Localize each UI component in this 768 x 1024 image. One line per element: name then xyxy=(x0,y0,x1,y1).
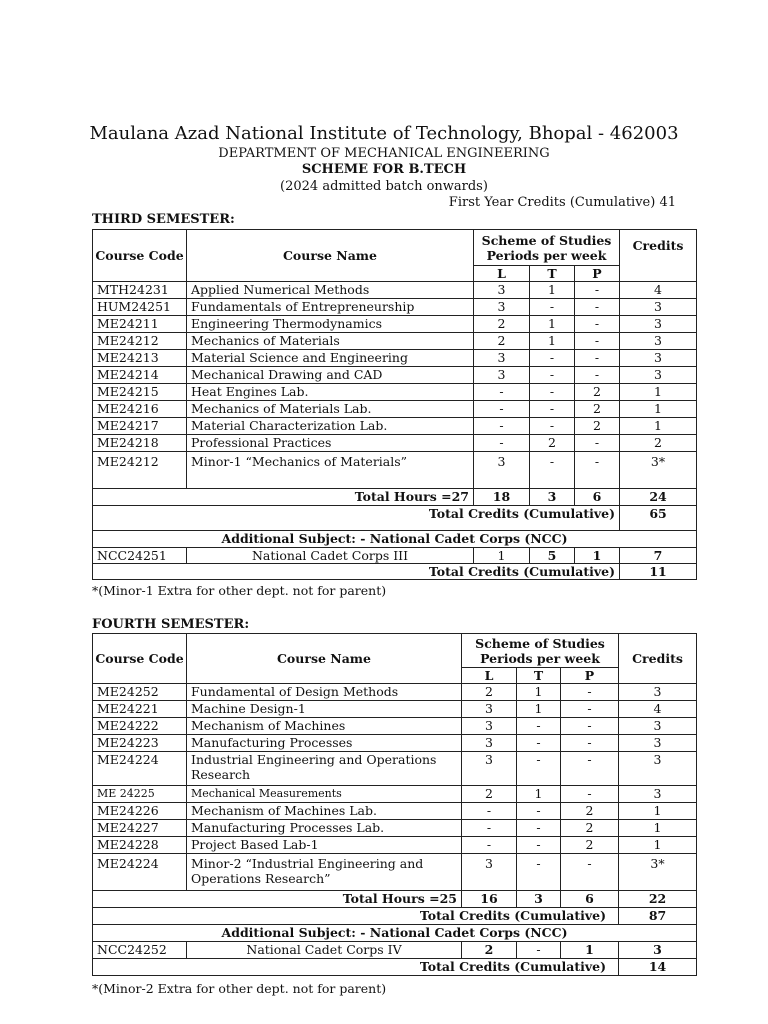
scheme-title: SCHEME FOR B.TECH xyxy=(301,162,467,177)
cumulative-credits-row xyxy=(93,908,697,925)
course-code: ME24224 xyxy=(93,752,187,786)
course-name: Applied Numerical Methods xyxy=(187,282,474,299)
table-row xyxy=(93,299,697,316)
course-name: Mechanism of Machines xyxy=(187,718,462,735)
minor-1-note: *(Minor-1 Extra for other dept. not for parent) xyxy=(92,583,387,598)
credits-value: 3 xyxy=(620,299,697,316)
course-name: Mechanism of Machines Lab. xyxy=(187,803,462,820)
ncc-total-row xyxy=(93,959,697,976)
course-code: ME24216 xyxy=(93,401,187,418)
credits-header: Credits xyxy=(620,230,697,282)
total-hours-label: Total Hours =27 xyxy=(93,489,474,506)
practical-hours: - xyxy=(575,452,620,489)
course-code-header: Course Code xyxy=(93,230,187,282)
credits-value: 4 xyxy=(620,282,697,299)
course-code: ME24226 xyxy=(93,803,187,820)
total-practical-hours: 6 xyxy=(575,489,620,506)
ncc-total-value: 11 xyxy=(620,564,697,580)
course-code: ME24224 xyxy=(93,854,187,891)
ncc-lecture-hours: 2 xyxy=(462,942,517,959)
lecture-hours: 3 xyxy=(462,718,517,735)
lecture-hours: - xyxy=(462,803,517,820)
total-hours-row xyxy=(93,891,697,908)
table-row xyxy=(93,384,697,401)
table-row xyxy=(93,701,697,718)
course-code: MTH24231 xyxy=(93,282,187,299)
ncc-practical-hours: 1 xyxy=(561,942,619,959)
practical-hours: - xyxy=(561,854,619,891)
lecture-hours: 3 xyxy=(462,752,517,786)
table-row xyxy=(93,401,697,418)
ncc-code: NCC24252 xyxy=(93,942,187,959)
l-header: L xyxy=(462,668,517,684)
cumulative-credits-value: 65 xyxy=(620,506,697,531)
tutorial-hours: - xyxy=(517,820,561,837)
tutorial-hours: - xyxy=(517,735,561,752)
practical-hours: - xyxy=(561,718,619,735)
lecture-hours: - xyxy=(474,418,530,435)
cumulative-credits-row xyxy=(93,506,697,531)
course-code: ME24228 xyxy=(93,837,187,854)
course-name: Mechanics of Materials xyxy=(187,333,474,350)
third-semester-heading: THIRD SEMESTER: xyxy=(92,212,235,227)
credits-value: 4 xyxy=(619,701,697,718)
practical-hours: - xyxy=(561,735,619,752)
ncc-row xyxy=(93,942,697,959)
credits-value: 1 xyxy=(619,820,697,837)
credits-value: 3 xyxy=(620,333,697,350)
tutorial-hours: - xyxy=(517,718,561,735)
course-name: Fundamentals of Entrepreneurship xyxy=(187,299,474,316)
credits-value: 3 xyxy=(619,752,697,786)
course-name: Engineering Thermodynamics xyxy=(187,316,474,333)
lecture-hours: 2 xyxy=(474,333,530,350)
course-code: ME24211 xyxy=(93,316,187,333)
tutorial-hours: - xyxy=(530,299,575,316)
t-header: T xyxy=(530,266,575,282)
tutorial-hours: - xyxy=(517,803,561,820)
total-tutorial-hours: 3 xyxy=(517,891,561,908)
course-code: ME24227 xyxy=(93,820,187,837)
fourth-semester-table xyxy=(92,633,697,976)
tutorial-hours: - xyxy=(517,837,561,854)
tutorial-hours: - xyxy=(517,854,561,891)
lecture-hours: 3 xyxy=(474,282,530,299)
practical-hours: 2 xyxy=(575,401,620,418)
practical-hours: - xyxy=(575,316,620,333)
ncc-total-row xyxy=(93,564,697,580)
additional-subject-label: Additional Subject: - National Cadet Corps (NCC) xyxy=(93,925,697,942)
practical-hours: - xyxy=(575,333,620,350)
ncc-tutorial-hours: - xyxy=(517,942,561,959)
ncc-total-label: Total Credits (Cumulative) xyxy=(93,564,620,580)
course-name: Heat Engines Lab. xyxy=(187,384,474,401)
course-name: Project Based Lab-1 xyxy=(187,837,462,854)
tutorial-hours: - xyxy=(530,367,575,384)
course-code-header: Course Code xyxy=(93,634,187,684)
ncc-credits: 3 xyxy=(619,942,697,959)
tutorial-hours: - xyxy=(530,401,575,418)
table-row xyxy=(93,803,697,820)
cumulative-credits-label: Total Credits (Cumulative) xyxy=(93,908,619,925)
first-year-credits: First Year Credits (Cumulative) 41 xyxy=(448,195,676,210)
lecture-hours: 2 xyxy=(462,684,517,701)
course-name-header: Course Name xyxy=(187,634,462,684)
scheme-header: Scheme of Studies Periods per week xyxy=(462,634,619,668)
lecture-hours: - xyxy=(474,384,530,401)
course-name: Manufacturing Processes xyxy=(187,735,462,752)
additional-subject-row xyxy=(93,531,697,548)
practical-hours: - xyxy=(575,282,620,299)
course-code: ME24212 xyxy=(93,452,187,489)
tutorial-hours: 1 xyxy=(517,684,561,701)
credits-value: 3 xyxy=(619,718,697,735)
course-name: Material Characterization Lab. xyxy=(187,418,474,435)
lecture-hours: 3 xyxy=(474,299,530,316)
tutorial-hours: 1 xyxy=(517,701,561,718)
course-name: Fundamental of Design Methods xyxy=(187,684,462,701)
course-code: ME24218 xyxy=(93,435,187,452)
credits-value: 2 xyxy=(620,435,697,452)
table-row xyxy=(93,735,697,752)
lecture-hours: 2 xyxy=(462,786,517,803)
course-code: ME24223 xyxy=(93,735,187,752)
ncc-total-value: 14 xyxy=(619,959,697,976)
course-name: Mechanical Measurements xyxy=(187,786,462,803)
ncc-code: NCC24251 xyxy=(93,548,187,564)
table-row xyxy=(93,316,697,333)
ncc-name: National Cadet Corps IV xyxy=(187,942,462,959)
total-hours-label: Total Hours =25 xyxy=(93,891,462,908)
practical-hours: 2 xyxy=(575,418,620,435)
practical-hours: 2 xyxy=(561,803,619,820)
table-header-row xyxy=(93,230,697,266)
lecture-hours: - xyxy=(474,401,530,418)
total-credits-value: 24 xyxy=(620,489,697,506)
department-title: DEPARTMENT OF MECHANICAL ENGINEERING xyxy=(218,146,550,161)
fourth-semester-heading: FOURTH SEMESTER: xyxy=(92,617,250,632)
credits-value: 1 xyxy=(619,837,697,854)
lecture-hours: - xyxy=(462,820,517,837)
p-header: P xyxy=(575,266,620,282)
practical-hours: 2 xyxy=(575,384,620,401)
total-credits-value: 22 xyxy=(619,891,697,908)
total-lecture-hours: 16 xyxy=(462,891,517,908)
lecture-hours: - xyxy=(462,837,517,854)
ncc-lecture-hours: 1 xyxy=(474,548,530,564)
credits-value: 3 xyxy=(620,316,697,333)
tutorial-hours: - xyxy=(517,752,561,786)
table-header-row xyxy=(93,634,697,668)
total-lecture-hours: 18 xyxy=(474,489,530,506)
tutorial-hours: - xyxy=(530,418,575,435)
additional-subject-row xyxy=(93,925,697,942)
course-code: HUM24251 xyxy=(93,299,187,316)
cumulative-credits-value: 87 xyxy=(619,908,697,925)
practical-hours: - xyxy=(575,367,620,384)
credits-value: 3 xyxy=(619,786,697,803)
course-code: ME24213 xyxy=(93,350,187,367)
table-row xyxy=(93,333,697,350)
practical-hours: - xyxy=(561,786,619,803)
table-row xyxy=(93,435,697,452)
course-name: Material Science and Engineering xyxy=(187,350,474,367)
credits-value: 1 xyxy=(619,803,697,820)
ncc-practical-hours: 1 xyxy=(575,548,620,564)
institute-title: Maulana Azad National Institute of Technology, Bhopal - 462003 xyxy=(89,123,679,144)
table-row xyxy=(93,418,697,435)
credits-value: 3* xyxy=(620,452,697,489)
credits-value: 1 xyxy=(620,401,697,418)
batch-subtitle: (2024 admitted batch onwards) xyxy=(280,179,488,194)
table-row xyxy=(93,718,697,735)
table-row xyxy=(93,837,697,854)
credits-value: 3 xyxy=(620,367,697,384)
table-row xyxy=(93,350,697,367)
credits-value: 1 xyxy=(620,418,697,435)
practical-hours: 2 xyxy=(561,837,619,854)
practical-hours: - xyxy=(575,435,620,452)
credits-value: 1 xyxy=(620,384,697,401)
table-row xyxy=(93,820,697,837)
course-name: Mechanics of Materials Lab. xyxy=(187,401,474,418)
cumulative-credits-label: Total Credits (Cumulative) xyxy=(93,506,620,531)
course-name: Minor-1 “Mechanics of Materials” xyxy=(187,452,474,489)
table-row xyxy=(93,786,697,803)
ncc-total-label: Total Credits (Cumulative) xyxy=(93,959,619,976)
course-name: Minor-2 “Industrial Engineering and Operations Research” xyxy=(187,854,462,891)
ncc-row xyxy=(93,548,697,564)
lecture-hours: 2 xyxy=(474,316,530,333)
credits-value: 3* xyxy=(619,854,697,891)
course-code: ME24215 xyxy=(93,384,187,401)
practical-hours: - xyxy=(575,350,620,367)
course-code: ME24221 xyxy=(93,701,187,718)
ncc-name: National Cadet Corps III xyxy=(187,548,474,564)
credits-value: 3 xyxy=(619,735,697,752)
tutorial-hours: 1 xyxy=(530,316,575,333)
l-header: L xyxy=(474,266,530,282)
table-row xyxy=(93,367,697,384)
tutorial-hours: - xyxy=(530,350,575,367)
table-row xyxy=(93,452,697,489)
table-row xyxy=(93,752,697,786)
additional-subject-label: Additional Subject: - National Cadet Corps (NCC) xyxy=(93,531,697,548)
course-code: ME24222 xyxy=(93,718,187,735)
credits-header: Credits xyxy=(619,634,697,684)
practical-hours: 2 xyxy=(561,820,619,837)
total-hours-row xyxy=(93,489,697,506)
ncc-credits: 7 xyxy=(620,548,697,564)
credits-value: 3 xyxy=(619,684,697,701)
practical-hours: - xyxy=(561,701,619,718)
minor-2-note: *(Minor-2 Extra for other dept. not for parent) xyxy=(92,981,387,996)
lecture-hours: 3 xyxy=(462,854,517,891)
tutorial-hours: 1 xyxy=(530,333,575,350)
tutorial-hours: - xyxy=(530,384,575,401)
lecture-hours: 3 xyxy=(474,350,530,367)
course-name-header: Course Name xyxy=(187,230,474,282)
course-name: Machine Design-1 xyxy=(187,701,462,718)
table-row xyxy=(93,282,697,299)
credits-value: 3 xyxy=(620,350,697,367)
course-name: Mechanical Drawing and CAD xyxy=(187,367,474,384)
course-code: ME24214 xyxy=(93,367,187,384)
course-name: Industrial Engineering and Operations Research xyxy=(187,752,462,786)
lecture-hours: - xyxy=(474,435,530,452)
course-code: ME 24225 xyxy=(93,786,187,803)
third-semester-table xyxy=(92,229,697,580)
total-practical-hours: 6 xyxy=(561,891,619,908)
lecture-hours: 3 xyxy=(474,452,530,489)
practical-hours: - xyxy=(561,752,619,786)
course-code: ME24252 xyxy=(93,684,187,701)
course-code: ME24212 xyxy=(93,333,187,350)
table-row xyxy=(93,684,697,701)
practical-hours: - xyxy=(561,684,619,701)
table-row xyxy=(93,854,697,891)
practical-hours: - xyxy=(575,299,620,316)
ncc-tutorial-hours: 5 xyxy=(530,548,575,564)
lecture-hours: 3 xyxy=(462,735,517,752)
lecture-hours: 3 xyxy=(462,701,517,718)
tutorial-hours: 2 xyxy=(530,435,575,452)
course-name: Manufacturing Processes Lab. xyxy=(187,820,462,837)
lecture-hours: 3 xyxy=(474,367,530,384)
t-header: T xyxy=(517,668,561,684)
course-code: ME24217 xyxy=(93,418,187,435)
tutorial-hours: - xyxy=(530,452,575,489)
total-tutorial-hours: 3 xyxy=(530,489,575,506)
scheme-header: Scheme of Studies Periods per week xyxy=(474,230,620,266)
tutorial-hours: 1 xyxy=(530,282,575,299)
tutorial-hours: 1 xyxy=(517,786,561,803)
p-header: P xyxy=(561,668,619,684)
course-name: Professional Practices xyxy=(187,435,474,452)
